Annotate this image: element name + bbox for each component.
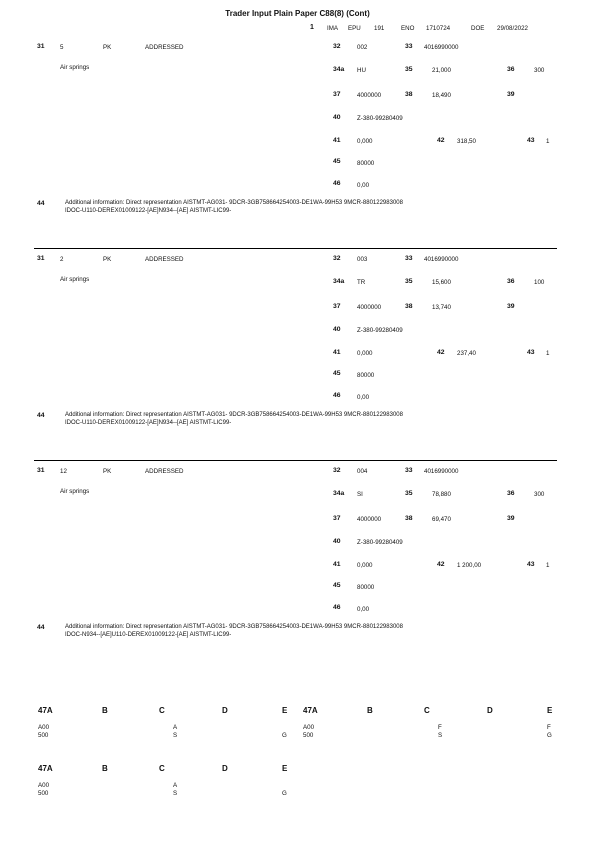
payment-method-value: F	[547, 724, 551, 731]
valuation-method: 1	[546, 138, 550, 145]
adjustment: 80000	[357, 372, 375, 379]
box-44-label: 44	[37, 200, 45, 207]
box-40-label: 40	[333, 538, 341, 545]
tax-type-header: 47A	[303, 706, 318, 715]
additional-information-line-1: Additional information: Direct representation AISTMT-AG031- 9DCR-3GB758664254003-DE1WA-99H53 9MCR-880122983008	[65, 624, 403, 630]
box-42-label: 42	[437, 137, 445, 144]
box-45-label: 45	[333, 370, 341, 377]
box-42-label: 42	[437, 349, 445, 356]
page-number: 1	[310, 24, 314, 31]
item-number: 002	[357, 44, 368, 51]
tax-base-value: A	[173, 724, 178, 731]
tax-type-value: A00	[303, 724, 315, 731]
tax-rate-header: C	[424, 706, 430, 715]
box-39-label: 39	[507, 91, 515, 98]
statistical-value: 0,00	[357, 606, 370, 613]
package-kind: PK	[103, 256, 112, 263]
box-41-label: 41	[333, 349, 341, 356]
tax-base-value: F	[438, 724, 442, 731]
valuation-method: 1	[546, 562, 550, 569]
net-mass: 13,740	[432, 304, 451, 311]
package-kind: PK	[103, 468, 112, 475]
country-of-origin: SI	[357, 491, 363, 498]
preference: 100	[534, 279, 545, 286]
valuation-method: 1	[546, 350, 550, 357]
additional-information-line-2: IDOC-N934--[AE]U110-DEREX01009122-[AE] AISTMT-LIC99-	[65, 632, 232, 638]
payment-method-value: G	[282, 732, 287, 739]
box-34a-label: 34a	[333, 66, 345, 73]
box-31-label: 31	[37, 43, 45, 50]
payment-method-header: E	[282, 706, 288, 715]
box-39-label: 39	[507, 515, 515, 522]
ima-label: IMA	[327, 25, 339, 32]
box-34a-label: 34a	[333, 490, 345, 497]
marks: ADDRESSED	[145, 44, 184, 51]
country-of-origin: HU	[357, 67, 366, 74]
tax-base-value: S	[173, 790, 178, 797]
box-35-label: 35	[405, 490, 413, 497]
box-32-label: 32	[333, 255, 341, 262]
tax-type-header: 47A	[38, 706, 53, 715]
eno-label: ENO	[401, 25, 415, 32]
section-divider	[34, 248, 557, 249]
tax-type-header: 47A	[38, 764, 53, 773]
tax-type-value: 500	[303, 732, 314, 739]
box-37-label: 37	[333, 91, 341, 98]
box-42-label: 42	[437, 561, 445, 568]
tax-base-value: S	[173, 732, 178, 739]
tax-amount-header: D	[222, 764, 228, 773]
supplementary-units: 0,000	[357, 350, 373, 357]
tax-base-header: B	[102, 706, 108, 715]
preference: 300	[534, 491, 545, 498]
number-of-packages: 2	[60, 256, 64, 263]
marks: ADDRESSED	[145, 468, 184, 475]
box-43-label: 43	[527, 349, 535, 356]
tax-amount-header: D	[222, 706, 228, 715]
box-38-label: 38	[405, 303, 413, 310]
box-38-label: 38	[405, 91, 413, 98]
previous-document: Z-380-99280409	[357, 327, 403, 334]
doe-label: DOE	[471, 25, 485, 32]
payment-method-value: G	[282, 790, 287, 797]
gross-mass: 21,000	[432, 67, 451, 74]
payment-method-header: E	[282, 764, 288, 773]
box-43-label: 43	[527, 137, 535, 144]
box-35-label: 35	[405, 278, 413, 285]
payment-method-header: E	[547, 706, 553, 715]
tax-amount-header: D	[487, 706, 493, 715]
box-31-label: 31	[37, 255, 45, 262]
box-45-label: 45	[333, 158, 341, 165]
tax-base-header: B	[102, 764, 108, 773]
box-32-label: 32	[333, 43, 341, 50]
box-37-label: 37	[333, 515, 341, 522]
tax-type-value: 500	[38, 790, 49, 797]
item-price: 1 200,00	[457, 562, 482, 569]
box-34a-label: 34a	[333, 278, 345, 285]
gross-mass: 15,600	[432, 279, 451, 286]
box-46-label: 46	[333, 392, 341, 399]
number-of-packages: 5	[60, 44, 64, 51]
doe-value: 29/08/2022	[497, 25, 528, 32]
box-43-label: 43	[527, 561, 535, 568]
marks: ADDRESSED	[145, 256, 184, 263]
goods-description: Air springs	[60, 64, 90, 71]
box-44-label: 44	[37, 624, 45, 631]
adjustment: 80000	[357, 160, 375, 167]
item-price: 318,50	[457, 138, 476, 145]
tax-base-value: A	[173, 782, 178, 789]
epu-label: EPU	[348, 25, 361, 32]
tax-type-value: A00	[38, 724, 50, 731]
package-kind: PK	[103, 44, 112, 51]
commodity-code: 4016990000	[424, 44, 459, 51]
commodity-code: 4016990000	[424, 468, 459, 475]
tax-rate-header: C	[159, 706, 165, 715]
item-number: 003	[357, 256, 368, 263]
tax-base-value: S	[438, 732, 443, 739]
supplementary-units: 0,000	[357, 138, 373, 145]
additional-information-line-1: Additional information: Direct representation AISTMT-AG031- 9DCR-3GB758664254003-DE1WA-99H53 9MCR-880122983008	[65, 200, 403, 206]
item-price: 237,40	[457, 350, 476, 357]
epu-value: 191	[374, 25, 385, 32]
previous-document: Z-380-99280409	[357, 539, 403, 546]
document-title: Trader Input Plain Paper C88(8) (Cont)	[225, 9, 370, 18]
box-41-label: 41	[333, 561, 341, 568]
goods-description: Air springs	[60, 488, 90, 495]
box-40-label: 40	[333, 114, 341, 121]
box-32-label: 32	[333, 467, 341, 474]
tax-type-value: 500	[38, 732, 49, 739]
box-36-label: 36	[507, 490, 515, 497]
box-37-label: 37	[333, 303, 341, 310]
statistical-value: 0,00	[357, 394, 370, 401]
box-46-label: 46	[333, 604, 341, 611]
additional-information-line-1: Additional information: Direct representation AISTMT-AG031- 9DCR-3GB758664254003-DE1WA-99H53 9MCR-880122983008	[65, 412, 403, 418]
commodity-code: 4016990000	[424, 256, 459, 263]
procedure-code: 4000000	[357, 92, 382, 99]
box-33-label: 33	[405, 467, 413, 474]
procedure-code: 4000000	[357, 304, 382, 311]
box-40-label: 40	[333, 326, 341, 333]
payment-method-value: G	[547, 732, 552, 739]
box-31-label: 31	[37, 467, 45, 474]
net-mass: 69,470	[432, 516, 451, 523]
section-divider	[34, 460, 557, 461]
adjustment: 80000	[357, 584, 375, 591]
box-38-label: 38	[405, 515, 413, 522]
box-39-label: 39	[507, 303, 515, 310]
statistical-value: 0,00	[357, 182, 370, 189]
tax-type-value: A00	[38, 782, 50, 789]
additional-information-line-2: IDOC-U110-DEREX01009122-[AE]N934--[AE] AISTMT-LIC99-	[65, 208, 232, 214]
previous-document: Z-380-99280409	[357, 115, 403, 122]
box-41-label: 41	[333, 137, 341, 144]
number-of-packages: 12	[60, 468, 67, 475]
net-mass: 18,490	[432, 92, 451, 99]
item-number: 004	[357, 468, 368, 475]
box-45-label: 45	[333, 582, 341, 589]
box-35-label: 35	[405, 66, 413, 73]
box-46-label: 46	[333, 180, 341, 187]
preference: 300	[534, 67, 545, 74]
country-of-origin: TR	[357, 279, 366, 286]
additional-information-line-2: IDOC-U110-DEREX01009122-[AE]N934--[AE] AISTMT-LIC99-	[65, 420, 232, 426]
box-44-label: 44	[37, 412, 45, 419]
box-33-label: 33	[405, 255, 413, 262]
supplementary-units: 0,000	[357, 562, 373, 569]
eno-value: 1710724	[426, 25, 451, 32]
box-36-label: 36	[507, 278, 515, 285]
procedure-code: 4000000	[357, 516, 382, 523]
goods-description: Air springs	[60, 276, 90, 283]
gross-mass: 78,880	[432, 491, 451, 498]
box-33-label: 33	[405, 43, 413, 50]
box-36-label: 36	[507, 66, 515, 73]
tax-rate-header: C	[159, 764, 165, 773]
tax-base-header: B	[367, 706, 373, 715]
